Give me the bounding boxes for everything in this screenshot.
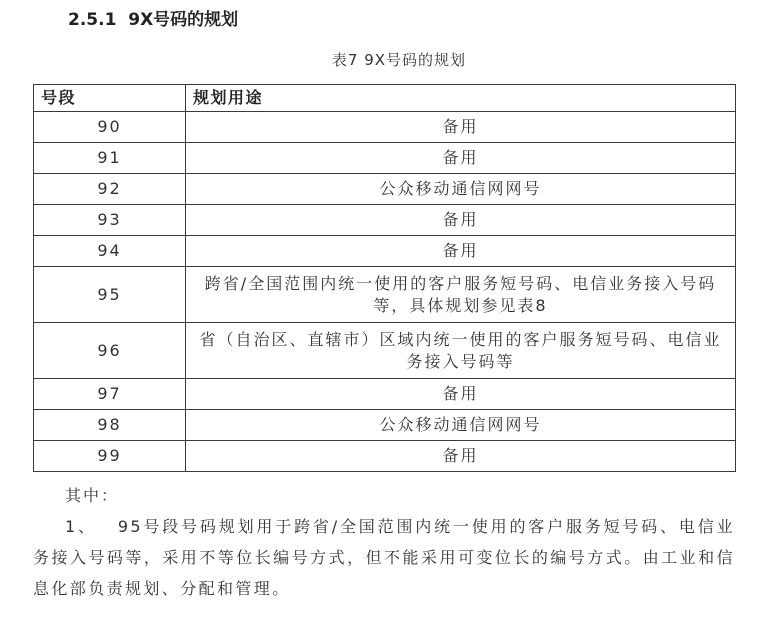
cell-code: 93 bbox=[34, 205, 186, 236]
table-row bbox=[34, 236, 736, 267]
cell-code: 91 bbox=[34, 143, 186, 174]
section-heading: 2.5.1 9X号码的规划 bbox=[68, 10, 239, 30]
table-header-row bbox=[34, 85, 736, 112]
header-usage: 规划用途 bbox=[186, 85, 736, 112]
cell-usage: 跨省/全国范围内统一使用的客户服务短号码、电信业务接入号码等，具体规划参见表8 bbox=[186, 267, 736, 323]
cell-code: 90 bbox=[34, 112, 186, 143]
note-marker: 1、 bbox=[65, 517, 97, 536]
cell-usage: 备用 bbox=[186, 379, 736, 410]
notes-intro: 其中： bbox=[65, 486, 120, 505]
number-plan-table bbox=[33, 84, 736, 472]
table-row bbox=[34, 379, 736, 410]
cell-usage: 公众移动通信网网号 bbox=[186, 410, 736, 441]
header-code: 号段 bbox=[34, 85, 186, 112]
cell-usage: 备用 bbox=[186, 112, 736, 143]
cell-code: 98 bbox=[34, 410, 186, 441]
cell-usage: 省（自治区、直辖市）区域内统一使用的客户服务短号码、电信业务接入号码等 bbox=[186, 323, 736, 379]
cell-usage: 公众移动通信网网号 bbox=[186, 174, 736, 205]
table-row bbox=[34, 410, 736, 441]
cell-code: 95 bbox=[34, 267, 186, 323]
note-text: 95号段号码规划用于跨省/全国范围内统一使用的客户服务短号码、电信业务接入号码等，采用不等位长编号方式，但不能采用可变位长的编号方式。由工业和信息化部负责规划、分配和管理。 bbox=[33, 517, 735, 598]
table-row bbox=[34, 267, 736, 323]
cell-code: 99 bbox=[34, 441, 186, 472]
cell-usage: 备用 bbox=[186, 143, 736, 174]
cell-code: 97 bbox=[34, 379, 186, 410]
cell-usage: 备用 bbox=[186, 236, 736, 267]
table-row bbox=[34, 174, 736, 205]
cell-code: 92 bbox=[34, 174, 186, 205]
cell-code: 94 bbox=[34, 236, 186, 267]
cell-usage: 备用 bbox=[186, 205, 736, 236]
cell-usage: 备用 bbox=[186, 441, 736, 472]
table-caption: 表7 9X号码的规划 bbox=[331, 51, 467, 69]
table-row bbox=[34, 112, 736, 143]
table-row bbox=[34, 143, 736, 174]
note-item bbox=[33, 511, 735, 604]
cell-code: 96 bbox=[34, 323, 186, 379]
table-row bbox=[34, 323, 736, 379]
table-row bbox=[34, 441, 736, 472]
table-row bbox=[34, 205, 736, 236]
